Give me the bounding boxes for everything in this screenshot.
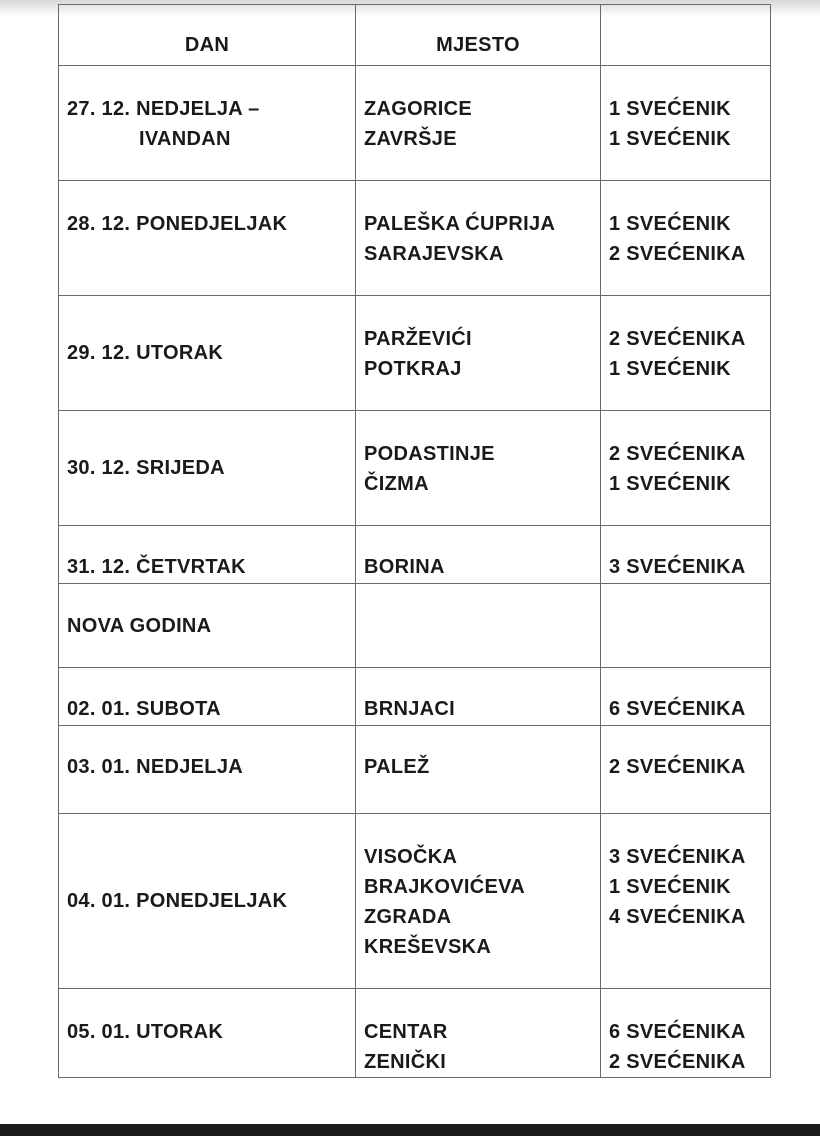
priests-line: 6 SVEĆENIKA — [609, 1021, 746, 1043]
priests-cell — [601, 726, 771, 814]
place-cell — [356, 814, 601, 989]
header-row — [59, 5, 771, 66]
day-cell — [59, 989, 356, 1078]
places-line: POTKRAJ — [364, 358, 462, 380]
place-cell — [356, 668, 601, 726]
places-line: ZAVRŠJE — [364, 128, 457, 150]
day-cell — [59, 296, 356, 411]
day-cell — [59, 411, 356, 526]
header-day: DAN — [59, 5, 356, 66]
table-row — [59, 989, 771, 1078]
priests-line: 2 SVEĆENIKA — [609, 756, 746, 778]
places-line: PARŽEVIĆI — [364, 328, 472, 350]
day-cell — [59, 726, 356, 814]
day-line: 29. 12. UTORAK — [67, 342, 224, 364]
places-line: ČIZMA — [364, 473, 429, 495]
places-line: ZGRADA — [364, 906, 452, 928]
day-cell — [59, 181, 356, 296]
table-row — [59, 411, 771, 526]
day-line: 05. 01. UTORAK — [67, 1021, 224, 1043]
table-row — [59, 66, 771, 181]
day-line: 03. 01. NEDJELJA — [67, 756, 243, 778]
priests-cell — [601, 668, 771, 726]
priests-line: 1 SVEĆENIK — [609, 128, 731, 150]
priests-cell — [601, 181, 771, 296]
table-row — [59, 584, 771, 668]
places-line: BRAJKOVIĆEVA — [364, 876, 526, 898]
day-line: 27. 12. NEDJELJA – — [67, 98, 260, 120]
places-line: ZAGORICE — [364, 98, 472, 120]
places-line: BORINA — [364, 556, 445, 578]
place-cell — [356, 181, 601, 296]
priests-line: 2 SVEĆENIKA — [609, 1051, 746, 1073]
table-row — [59, 526, 771, 584]
places-line: SARAJEVSKA — [364, 243, 504, 265]
table-row — [59, 726, 771, 814]
day-line: 30. 12. SRIJEDA — [67, 457, 225, 479]
day-line: IVANDAN — [139, 128, 231, 150]
schedule-table — [58, 4, 771, 1078]
places-line: KREŠEVSKA — [364, 936, 492, 958]
priests-line: 1 SVEĆENIK — [609, 98, 731, 120]
places-line: VISOČKA — [364, 846, 458, 868]
table-row — [59, 814, 771, 989]
priests-cell — [601, 584, 771, 668]
day-line: NOVA GODINA — [67, 614, 212, 637]
place-cell — [356, 584, 601, 668]
table-row — [59, 181, 771, 296]
day-cell — [59, 668, 356, 726]
priests-cell — [601, 989, 771, 1078]
place-cell — [356, 726, 601, 814]
priests-line: 2 SVEĆENIKA — [609, 328, 746, 350]
priests-line: 4 SVEĆENIKA — [609, 906, 746, 928]
place-cell — [356, 526, 601, 584]
priests-cell — [601, 526, 771, 584]
day-cell — [59, 584, 356, 668]
priests-line: 1 SVEĆENIK — [609, 213, 731, 235]
place-cell — [356, 989, 601, 1078]
priests-line: 2 SVEĆENIKA — [609, 243, 746, 265]
places-line: CENTAR — [364, 1021, 448, 1043]
day-cell — [59, 526, 356, 584]
places-line: PODASTINJE — [364, 443, 495, 465]
place-cell — [356, 296, 601, 411]
priests-line: 6 SVEĆENIKA — [609, 698, 746, 720]
table-row — [59, 296, 771, 411]
places-line: BRNJACI — [364, 698, 455, 720]
day-cell — [59, 814, 356, 989]
priests-line: 3 SVEĆENIKA — [609, 846, 746, 868]
places-line: ZENIČKI — [364, 1051, 447, 1073]
day-cell — [59, 66, 356, 181]
bottom-bar — [0, 1124, 820, 1136]
places-line: PALEŠKA ĆUPRIJA — [364, 213, 556, 235]
priests-line: 3 SVEĆENIKA — [609, 556, 746, 578]
day-line: 04. 01. PONEDJELJAK — [67, 890, 288, 912]
header-priests — [601, 5, 771, 66]
priests-line: 1 SVEĆENIK — [609, 473, 731, 495]
table-row — [59, 668, 771, 726]
day-line: 02. 01. SUBOTA — [67, 698, 221, 720]
priests-line: 1 SVEĆENIK — [609, 358, 731, 380]
header-place: MJESTO — [356, 5, 601, 66]
priests-cell — [601, 814, 771, 989]
places-line: PALEŽ — [364, 756, 430, 778]
priests-line: 1 SVEĆENIK — [609, 876, 731, 898]
place-cell — [356, 66, 601, 181]
priests-cell — [601, 296, 771, 411]
priests-cell — [601, 66, 771, 181]
priests-cell — [601, 411, 771, 526]
day-line: 28. 12. PONEDJELJAK — [67, 213, 288, 235]
day-line: 31. 12. ČETVRTAK — [67, 556, 246, 578]
place-cell — [356, 411, 601, 526]
priests-line: 2 SVEĆENIKA — [609, 443, 746, 465]
